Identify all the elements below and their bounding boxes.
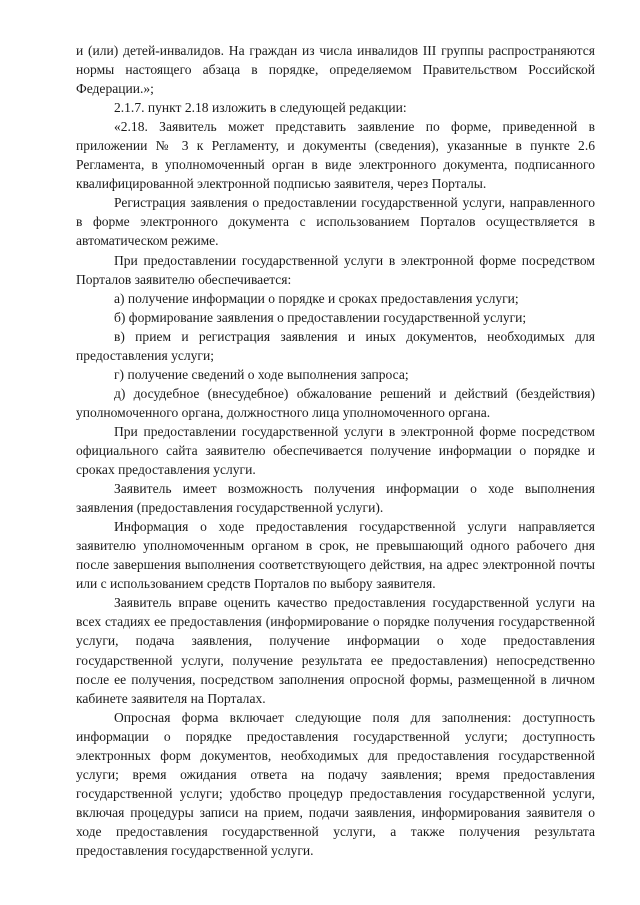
- paragraph: Информация о ходе предоставления государственной услуги направляется заявителю уполномоченным органом в срок, не превышающий одного рабочего дня после завершения выполнения соответствующего действия, на адрес электронной почты или с использованием средств Порталов по выбору заявителя.: [76, 519, 595, 592]
- list-item: в) прием и регистрация заявления и иных документов, необходимых для предоставления услуги;: [76, 328, 595, 363]
- paragraph: и (или) детей-инвалидов. На граждан из числа инвалидов III группы распространяются нормы настоящего абзаца в порядке, определяемом Правительством Российской Федерации.»;: [76, 43, 595, 97]
- paragraph: Регистрация заявления о предоставлении государственной услуги, направленного в форме электронного документа с использованием Порталов осуществляется в автоматическом режиме.: [76, 195, 595, 249]
- paragraph: При предоставлении государственной услуги в электронной форме посредством официального сайта заявителю обеспечивается получение информации о порядке и сроках предоставления услуги.: [76, 423, 595, 478]
- paragraph: Заявитель вправе оценить качество предоставления государственной услуги на всех стадиях ее предоставления (информирование о порядке получения государственной услуги, подача заявления, получение информации о ходе предоставления государственной услуги, получение результата ее предоставления) непосредственно после ее получения, посредством заполнения опросной формы, размещенной в личном кабинете заявителя на Порталах.: [76, 595, 595, 706]
- list-item: г) получение сведений о ходе выполнения запроса;: [114, 366, 409, 382]
- list-item: б) формирование заявления о предоставлении государственной услуги;: [114, 309, 527, 325]
- paragraph: «2.18. Заявитель может представить заявление по форме, приведенной в приложении № 3 к Регламенту, и документы (сведения), указанные в пункте 2.6 Регламента, в уполномоченный орган в виде электронного документа, подписанного квалифицированной электронной подписью заявителя, через Порталы.: [76, 119, 595, 192]
- list-item: д) досудебное (внесудебное) обжалование решений и действий (бездействия) уполномоченного органа, должностного лица уполномоченного органа.: [76, 385, 595, 420]
- paragraph: 2.1.7. пункт 2.18 изложить в следующей редакции:: [114, 100, 407, 116]
- paragraph: Опросная форма включает следующие поля для заполнения: доступность информации о порядке предоставления государственной услуги; доступность электронных форм документов, необходимых для предоставления государственной услуги; время ожидания ответа на подачу заявления; время предоставления государственной услуги; удобство процедур предоставления государственной услуги, включая процедуры записи на прием, подачи заявления, информирования заявителя о ходе предоставления государственной услуги, а также получения результата предоставления государственной услуги.: [76, 709, 595, 858]
- list-item: а) получение информации о порядке и сроках предоставления услуги;: [114, 290, 519, 306]
- document-body: [76, 41, 595, 860]
- paragraph: Заявитель имеет возможность получения информации о ходе выполнения заявления (предоставления государственной услуги).: [76, 481, 595, 516]
- paragraph: При предоставлении государственной услуги в электронной форме посредством Порталов заявителю обеспечивается:: [76, 252, 595, 287]
